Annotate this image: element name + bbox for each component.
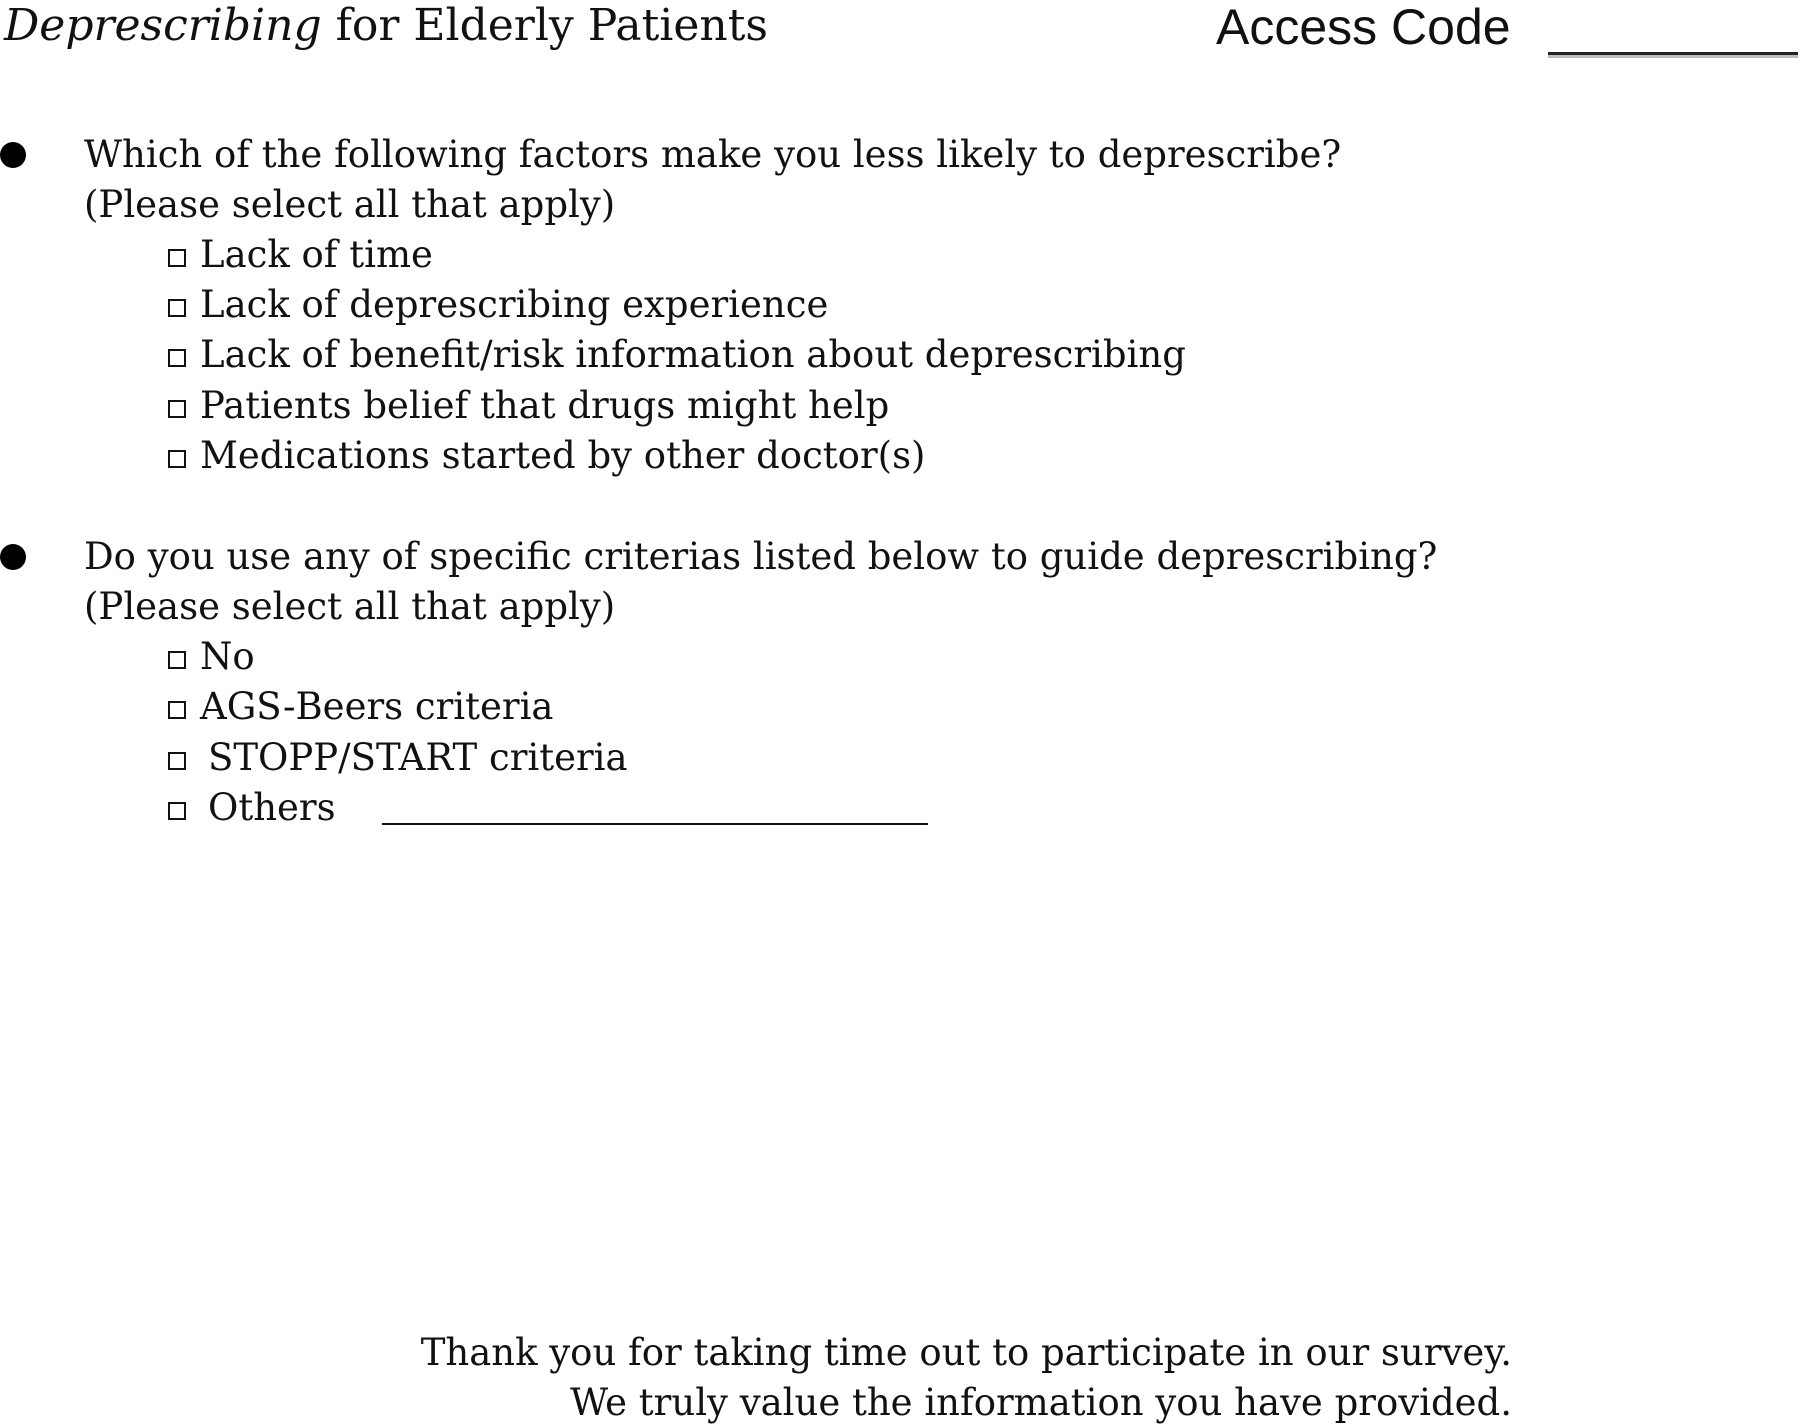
checkbox[interactable] — [168, 701, 186, 719]
option-label: Lack of time — [200, 233, 433, 276]
option-label: Others — [208, 786, 336, 829]
option-others[interactable] — [168, 783, 928, 833]
option-label: Medications started by other doctor(s) — [200, 434, 926, 477]
access-code-label: Access Code — [1216, 0, 1511, 55]
access-code-field[interactable] — [1548, 52, 1798, 55]
page-title — [4, 0, 768, 52]
title-rest-part: for Elderly Patients — [321, 0, 769, 51]
checkbox[interactable] — [168, 299, 186, 317]
option-lack-of-experience[interactable] — [168, 280, 828, 330]
option-label: No — [200, 635, 255, 678]
others-write-in-field[interactable] — [382, 823, 928, 825]
checkbox[interactable] — [168, 651, 186, 669]
option-ags-beers[interactable] — [168, 682, 554, 732]
question-1-bullet — [0, 142, 26, 168]
option-stopp-start[interactable] — [168, 733, 628, 783]
option-lack-of-time[interactable] — [168, 230, 433, 280]
option-label: Patients belief that drugs might help — [200, 384, 890, 427]
question-2-instruction: (Please select all that apply) — [84, 585, 616, 628]
title-italic-part: Deprescribing — [4, 0, 322, 51]
question-2-text: Do you use any of specific criterias listed below to guide deprescribing? — [84, 535, 1438, 578]
checkbox[interactable] — [168, 752, 186, 770]
option-no[interactable] — [168, 632, 255, 682]
option-label: STOPP/START criteria — [208, 736, 628, 779]
option-medications-other-doctors[interactable] — [168, 431, 926, 481]
checkbox[interactable] — [168, 349, 186, 367]
option-lack-of-benefit-risk-info[interactable] — [168, 330, 1186, 380]
option-label: Lack of benefit/risk information about deprescribing — [200, 333, 1186, 376]
checkbox[interactable] — [168, 249, 186, 267]
option-patients-belief[interactable] — [168, 381, 889, 431]
checkbox[interactable] — [168, 802, 186, 820]
option-label: AGS-Beers criteria — [200, 685, 554, 728]
checkbox[interactable] — [168, 400, 186, 418]
footer-value-line: We truly value the information you have provided. — [570, 1381, 1512, 1424]
question-2-bullet — [0, 544, 26, 570]
question-1-text: Which of the following factors make you less likely to deprescribe? — [84, 133, 1342, 176]
question-1-instruction: (Please select all that apply) — [84, 183, 616, 226]
footer-thanks-line: Thank you for taking time out to participate in our survey. — [420, 1331, 1512, 1374]
option-label: Lack of deprescribing experience — [200, 283, 829, 326]
checkbox[interactable] — [168, 450, 186, 468]
